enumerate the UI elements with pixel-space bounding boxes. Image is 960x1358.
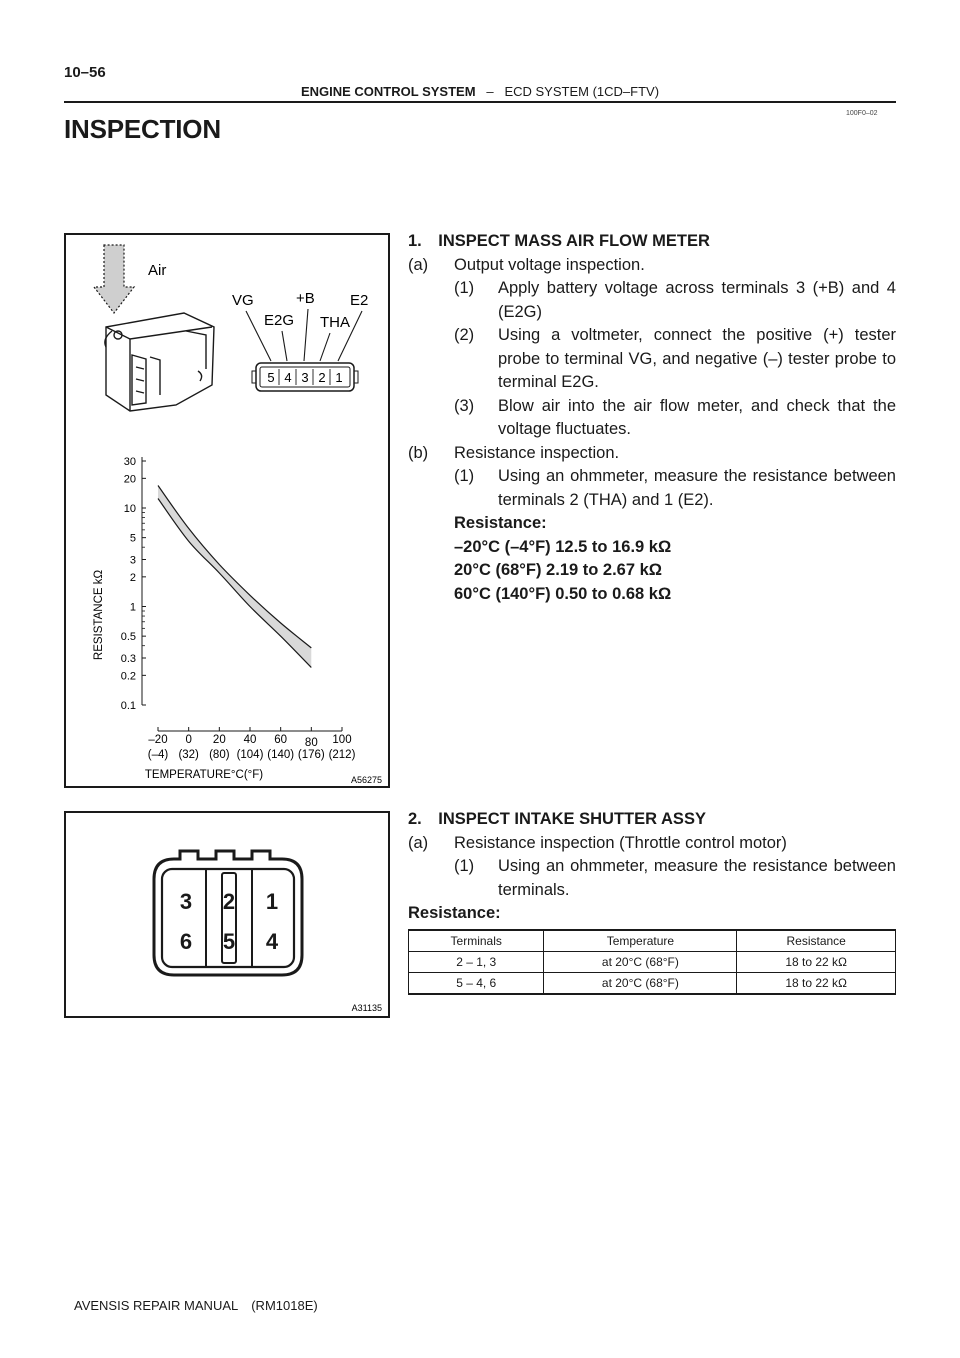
table-header-row xyxy=(409,930,896,952)
step1-section xyxy=(408,230,896,606)
table-header-temperature: Temperature xyxy=(544,930,737,952)
page-number: 10–56 xyxy=(64,64,106,81)
step1-item-a2-number: (2) xyxy=(454,326,475,344)
figure2-id: A31135 xyxy=(351,1003,382,1013)
step1-item-b-number: (b) xyxy=(408,443,429,462)
resistance-temperature-chart xyxy=(93,456,356,781)
x-tick-label-fahrenheit: (–4) xyxy=(147,749,169,761)
y-tick-label: 10 xyxy=(123,502,136,515)
document-code: 100F0–02 xyxy=(846,110,878,117)
step1-heading: 1. INSPECT MASS AIR FLOW METER xyxy=(408,232,710,250)
x-tick-label-fahrenheit: (176) xyxy=(297,749,325,761)
step2-item-a1 xyxy=(408,855,896,902)
terminal-label-tha: THA xyxy=(320,314,350,331)
terminal-label-e2: E2 xyxy=(350,292,369,309)
connector-pin-4: 4 xyxy=(284,370,292,385)
figure2-svg xyxy=(66,813,388,1016)
table-header-terminals: Terminals xyxy=(409,930,544,952)
step1-spec-20: 20°C (68°F) 2.19 to 2.67 kΩ xyxy=(454,561,663,579)
step1-item-a1 xyxy=(408,277,896,324)
intake-shutter-connector-figure xyxy=(64,811,390,1018)
x-tick-label-celsius: 80 xyxy=(304,737,318,749)
y-tick-label: 0.1 xyxy=(120,700,136,712)
pin-label-2: 2 xyxy=(222,889,236,914)
y-tick-label: 5 xyxy=(129,532,136,545)
step1-spec-minus20: –20°C (–4°F) 12.5 to 16.9 kΩ xyxy=(454,537,672,556)
table-cell: 5 – 4, 6 xyxy=(409,973,544,995)
step2-item-a1-number: (1) xyxy=(454,857,475,875)
section-title: ENGINE CONTROL SYSTEM xyxy=(300,84,476,99)
air-flow-meter-icon xyxy=(105,313,214,411)
table-row xyxy=(409,952,896,973)
table-cell: at 20°C (68°F) xyxy=(544,952,737,973)
x-tick-label-celsius: 40 xyxy=(243,734,257,746)
figure1-id: A56275 xyxy=(350,775,382,785)
x-tick-label-celsius: 100 xyxy=(332,734,352,746)
y-tick-label: 20 xyxy=(123,473,136,486)
step1-item-b-text: Resistance inspection. xyxy=(454,443,620,462)
connector-pin-1: 1 xyxy=(335,370,343,385)
pin-label-4: 4 xyxy=(265,929,279,954)
x-tick-label-celsius: 0 xyxy=(185,734,192,746)
y-tick-label: 0.2 xyxy=(120,670,136,683)
step2-item-a-text: Resistance inspection (Throttle control motor) xyxy=(454,833,787,852)
x-tick-label-celsius: –20 xyxy=(148,734,168,746)
y-tick-label: 2 xyxy=(129,571,136,584)
resistance-table xyxy=(408,929,896,995)
chart-y-axis-title: RESISTANCE kΩ xyxy=(93,569,105,661)
pin-label-1: 1 xyxy=(265,889,279,914)
step1-item-b1-text: Using an ohmmeter, measure the resistance between terminals 2 (THA) and 1 (E2). xyxy=(498,467,896,509)
step2-heading: 2. INSPECT INTAKE SHUTTER ASSY xyxy=(408,810,706,828)
table-cell: 18 to 22 kΩ xyxy=(737,973,896,995)
subsection-title: ECD SYSTEM (1CD–FTV) xyxy=(504,84,660,99)
step1-item-a xyxy=(408,254,896,278)
chart-x-axis-title: TEMPERATURE°C(°F) xyxy=(144,769,264,781)
x-tick-label-fahrenheit: (80) xyxy=(209,749,230,761)
table-cell: at 20°C (68°F) xyxy=(544,973,737,995)
step1-item-a-text: Output voltage inspection. xyxy=(454,255,645,274)
resistance-upper-limit-line xyxy=(158,486,311,648)
step1-item-a-number: (a) xyxy=(408,255,429,274)
x-tick-label-fahrenheit: (212) xyxy=(328,749,356,761)
air-label: Air xyxy=(148,262,167,279)
air-arrow-icon xyxy=(94,245,134,313)
y-tick-label: 30 xyxy=(123,456,136,468)
header-separator: – xyxy=(486,84,494,99)
step1-item-a3 xyxy=(408,395,896,442)
pin-label-6: 6 xyxy=(179,929,193,954)
terminal-label-e2g: E2G xyxy=(264,312,295,329)
step1-item-a3-number: (3) xyxy=(454,396,475,415)
connector-icon xyxy=(252,363,358,391)
page-footer: AVENSIS REPAIR MANUAL (RM1018E) xyxy=(74,1298,318,1313)
pin-label-5: 5 xyxy=(222,929,236,954)
connector-pin-3: 3 xyxy=(301,370,309,385)
step1-item-a1-number: (1) xyxy=(454,279,475,297)
step2-item-a-number: (a) xyxy=(408,833,429,852)
step1-item-b1-number: (1) xyxy=(454,467,475,485)
connector-pin-5: 5 xyxy=(267,370,275,385)
page-title: INSPECTION xyxy=(64,114,221,144)
y-tick-label: 3 xyxy=(129,554,136,567)
x-tick-label-celsius: 20 xyxy=(212,734,226,746)
step2-item-a1-text: Using an ohmmeter, measure the resistance between terminals. xyxy=(498,857,896,899)
terminal-label-vg: VG xyxy=(232,292,254,309)
step1-item-b1 xyxy=(408,465,896,512)
step1-item-a2-text: Using a voltmeter, connect the positive (+) tester probe to terminal VG, and negative (–) tester probe to terminal E2G. xyxy=(498,326,896,391)
connector-pin-2: 2 xyxy=(318,370,326,385)
step1-resistance-label: Resistance: xyxy=(454,514,547,532)
step2-section xyxy=(408,808,896,926)
step2-resistance-label: Resistance: xyxy=(408,904,501,922)
x-tick-label-celsius: 60 xyxy=(274,734,288,746)
header-rule xyxy=(64,101,896,103)
x-tick-label-fahrenheit: (32) xyxy=(178,749,199,761)
step1-item-a1-text: Apply battery voltage across terminals 3 (+B) and 4 (E2G) xyxy=(498,279,896,321)
table-header-resistance: Resistance xyxy=(737,930,896,952)
section-header xyxy=(0,84,960,99)
terminal-label-b: +B xyxy=(296,290,315,307)
mass-air-flow-meter-figure xyxy=(64,233,390,788)
x-tick-label-fahrenheit: (140) xyxy=(267,749,295,761)
x-tick-label-fahrenheit: (104) xyxy=(236,749,264,761)
step1-item-a3-text: Blow air into the air flow meter, and check that the voltage fluctuates. xyxy=(498,396,896,438)
table-cell: 18 to 22 kΩ xyxy=(737,952,896,973)
y-tick-label: 1 xyxy=(129,601,136,614)
y-tick-label: 0.3 xyxy=(120,653,136,666)
step1-item-a2 xyxy=(408,324,896,395)
chart-x-ticks xyxy=(148,727,356,761)
y-tick-label: 0.5 xyxy=(120,631,136,644)
step1-spec-60: 60°C (140°F) 0.50 to 0.68 kΩ xyxy=(454,584,672,603)
step2-item-a xyxy=(408,832,896,856)
resistance-tolerance-band xyxy=(158,486,311,668)
figure1-svg xyxy=(66,235,388,786)
step1-item-b xyxy=(408,442,896,466)
table-row xyxy=(409,973,896,995)
table-cell: 2 – 1, 3 xyxy=(409,952,544,973)
pin-label-3: 3 xyxy=(179,889,193,914)
